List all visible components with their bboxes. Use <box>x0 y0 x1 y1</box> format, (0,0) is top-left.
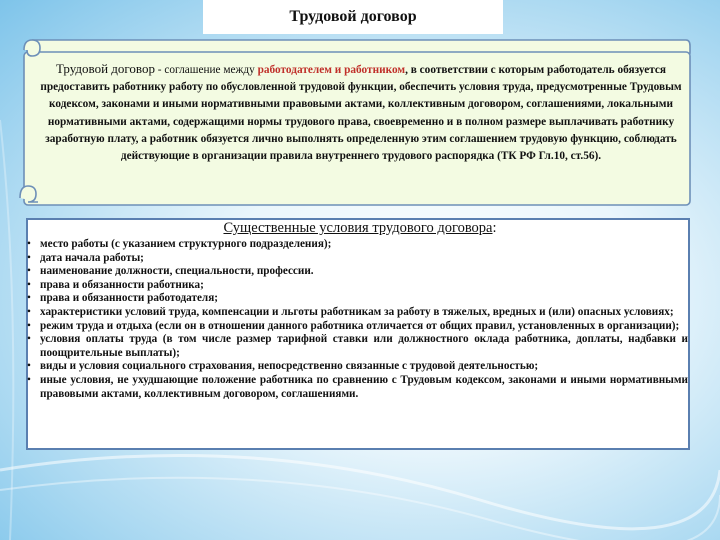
bullet: • <box>27 305 31 318</box>
bullet: • <box>27 319 31 332</box>
list-item: • дата начала работы; <box>27 251 144 264</box>
bullet: • <box>27 278 31 291</box>
list-item: • иные условия, не ухудшающие положение работника по сравнению с Трудовым кодексом, законами и иными нормативными правовыми актами, коллективным договором, соглашениями. <box>27 373 688 400</box>
list-item: • наименование должности, специальности, профессии. <box>27 265 314 278</box>
definition-dash: - соглашение между <box>154 64 258 76</box>
list-item: • права и обязанности работника; <box>27 278 204 291</box>
definition-term: Трудовой договор <box>55 61 155 76</box>
list-item: • характеристики условий труда, компенсации и льготы работникам за работу в тяжелых, вредных и (или) опасных условиях; <box>27 305 674 318</box>
definition-parties: работодателем и работником <box>257 64 406 76</box>
conditions-heading <box>0 220 720 237</box>
slide-title: Трудовой договор <box>203 0 503 34</box>
bullet: • <box>27 292 31 305</box>
definition-scroll <box>18 38 691 206</box>
conditions-title-colon: : <box>492 220 497 236</box>
bullet: • <box>27 333 31 346</box>
bullet: • <box>27 373 31 386</box>
conditions-title: Существенные условия трудового договора <box>223 220 493 236</box>
list-item: • режим труда и отдыха (если он в отношении данного работника отличается от общих правил, установленных в организации); <box>27 319 680 332</box>
bullet: • <box>27 238 31 250</box>
list-item: • место работы (с указанием структурного подразделения); <box>27 238 332 250</box>
conditions-list <box>24 238 688 401</box>
list-item: • условия оплаты труда (в том числе размер тарифной ставки или должностного оклада работника, доплаты, надбавки и поощрительные выплаты); <box>27 333 688 359</box>
definition-body: , в соответствии с которым работодатель обязуется предоставить работнику работу по обусловленной трудовой функции, обеспечить условия труда, предусмотренные Трудовым кодексом, законами и иными нормативными правовыми актами, коллективным договором, соглашениями, локальными нормативными актами, содержащими нормы трудового права, своевременно и в полном размере выплачивать работнику заработную плату, а работник обязуется лично выполнять определенную этим соглашением трудовую функцию, соблюдать действующие в организации правила внутреннего трудового распорядка (ТК РФ Гл.10, ст.56). <box>40 64 682 163</box>
bullet: • <box>27 251 31 264</box>
list-item: • права и обязанности работодателя; <box>27 292 218 305</box>
bullet: • <box>27 360 31 373</box>
list-item: • виды и условия социального страхования, непосредственно связанные с трудовой деятельностью; <box>27 360 539 373</box>
definition-text <box>28 60 694 165</box>
bullet: • <box>27 265 31 278</box>
